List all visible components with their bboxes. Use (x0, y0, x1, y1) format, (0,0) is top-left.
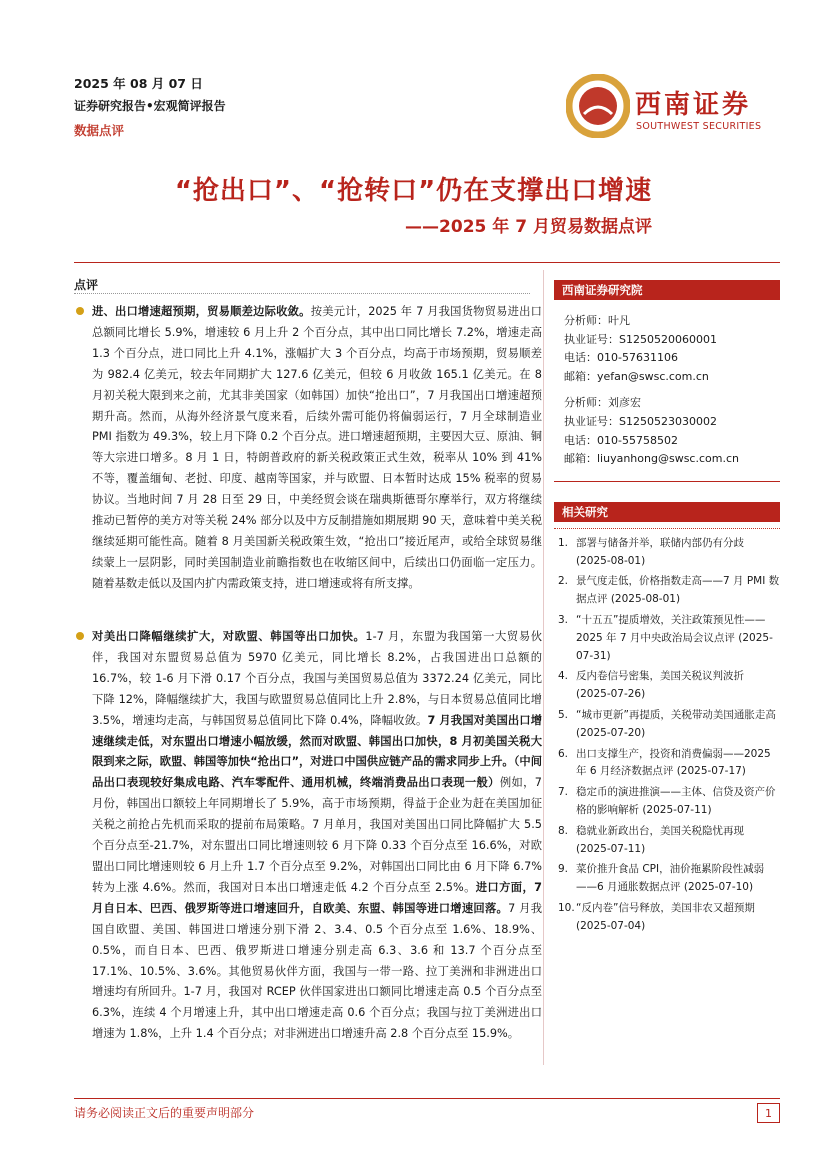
analyst-email[interactable]: 邮箱：liuyanhong@swsc.com.cn (564, 452, 739, 466)
body-paragraph-1 (74, 302, 542, 595)
paragraph-text-2: 例如，7 月份，韩国出口额较上年同期增长了 5.9%，高于市场预期，得益于企业为赶在美国加征关税之前抢占先机而采取的提前布局策略。7 月单月，我国对美国出口同比降幅扩大 5.5 个百分点至-21.7%，对东盟出口同比增速则较 6 月下降 0.33 个百分点至 16.6%，对欧盟出口同比增速则较 6 月上升 1.7 个百分点至 9.2%，对韩国出口同比由 6 月下降 6.7% 转为上涨 4.6%。然而，我国对日本出口增速走低 4.2 个百分点至 2.5%。 (92, 776, 542, 894)
column-divider (543, 270, 544, 1065)
analyst-phone: 电话：010-57631106 (564, 351, 678, 365)
section-label: 点评 (74, 278, 99, 292)
analyst-1 (554, 312, 780, 386)
header-divider (74, 262, 780, 263)
analyst-phone: 电话：010-55758502 (564, 433, 678, 447)
report-type: 证券研究报告•宏观简评报告 (74, 99, 226, 113)
logo-cn: 西南证券 (635, 90, 752, 120)
related-research-header: 相关研究 (554, 502, 780, 522)
sidebar-divider (554, 481, 780, 482)
bullet-icon (76, 632, 84, 640)
analyst-cert: 执业证号：S1250520060001 (564, 332, 717, 346)
related-item[interactable]: 2. 景气度走低，价格指数走高——7 月 PMI 数据点评 (2025-08-01) (558, 575, 780, 606)
bullet-icon (76, 307, 84, 315)
related-item[interactable]: 7. 稳定币的演进推演——主体、信贷及资产价格的影响解析 (2025-07-11) (558, 786, 776, 816)
related-item[interactable]: 4. 反内卷信号密集，美国关税议判波折 (2025-07-26) (558, 670, 744, 701)
logo-emblem-icon (566, 74, 630, 138)
page-number: 1 (757, 1103, 780, 1123)
related-item[interactable]: 3. “十五五”提质增效，关注政策预见性——2025 年 7 月中央政治局会议点评 (2025-07-31) (558, 613, 773, 662)
sidebar (554, 280, 780, 938)
related-item[interactable]: 1. 部署与储备并举，联储内部仍有分歧 (2025-08-01) (558, 536, 744, 567)
paragraph-text: 按美元计，2025 年 7 月我国货物贸易进出口总额同比增长 5.9%，增速较 6 月上升 2 个百分点，其中出口同比增长 7.2%，增速走高 1.3 个百分点，进口同比上升 4.1%，涨幅扩大 3 个百分点，均高于市场预期，贸易顺差为 982.4 亿美元，较去年同期扩大 127.6 亿美元，但较 6 月收敛 165.1 亿美元。在 8 月初关税大限到来之前，尤其非美国家（如韩国）加快“抢出口”，7 月我国出口增速超预期升高。然而，从海外经济景气度来看，后续外需可能仍将偏弱运行，7 月全球制造业 PMI 指数为 49.3%，较上月下降 0.2 个百分点。进口增速超预期，主要因大豆、原油、铜等大宗进口增多。8 月 1 日，特朗普政府的新关税政策正式生效，税率从 10% 到 41% 不等，覆盖缅甸、老挝、印度、越南等国家，并与欧盟、日本暂时达成 15% 税率的贸易协议。当地时间 7 月 28 日至 29 日，中美经贸会谈在瑞典斯德哥尔摩举行，双方将继续推动已暂停的美方对等关税 24% 部分以及中方反制措施如期展期 90 天，意味着中美关税继续延期可能性高。随着 8 月美国新关税政策生效，“抢出口”接近尾声，或给全球贸易继续蒙上一层阴影，同时美国制造业前瞻指数也在收缩区间中，后续出口仍面临一定压力。随着基数走低以及国内扩内需政策支持，进口增速或将有所支撑。 (92, 305, 542, 590)
analyst-name: 分析师：叶凡 (564, 314, 630, 327)
main-title: “抢出口”、“抢转口”仍在支撑出口增速 (174, 176, 653, 206)
paragraph-lead-2: 7 月我国对美国出口增速继续走低，对东盟出口增速小幅放缓，然而对欧盟、韩国出口加快，8 月初美国关税大限到来之际，欧盟、韩国等加快“抢出口”，对进口中国供应链产品的需求同步上升。（中间品出口表现较好集成电路、汽车零配件、通用机械，终端消费品出口表现一般） (92, 713, 543, 790)
body-paragraph-2 (74, 627, 542, 1045)
footer-disclaimer: 请务必阅读正文后的重要声明部分 (74, 1106, 255, 1120)
related-item[interactable]: 6. 出口支撑生产，投资和消费偏弱——2025 年 6 月经济数据点评 (2025-07-17) (558, 747, 771, 778)
related-divider (554, 528, 780, 529)
paragraph-text: 1-7 月，东盟为我国第一大贸易伙伴，我国对东盟贸易总值为 5970 亿美元，同比增长 8.2%，占我国进出口总额的 16.7%，较 1-6 月下滑 0.17 个百分点，我国与美国贸易总值为 3372.24 亿美元，同比下降 12%，降幅继续扩大，我国与欧盟贸易总值同比上升 2.8%，与日本贸易总值同比增 3.5%，增速均走高，与韩国贸易总值同比下降 0.4%，降幅收敛。 (92, 630, 542, 727)
sidebar-institute-header: 西南证券研究院 (554, 280, 780, 300)
related-item[interactable]: 5. “城市更新”再提质，关税带动美国通胀走高 (2025-07-20) (558, 708, 776, 739)
analyst-cert: 执业证号：S1250523030002 (564, 414, 717, 428)
related-item[interactable]: 8. 稳就业新政出台，美国关税隐忧再现 (2025-07-11) (558, 824, 744, 855)
analyst-email[interactable]: 邮箱：yefan@swsc.com.cn (564, 369, 709, 383)
related-item[interactable]: 10. “反内卷”信号释放，美国非农又超预期 (2025-07-04) (558, 901, 755, 932)
paragraph-lead: 对美出口降幅继续扩大，对欧盟、韩国等出口加快。 (92, 630, 366, 643)
analyst-2 (554, 394, 780, 468)
paragraph-lead-3: 进口方面，7 月自日本、巴西、俄罗斯等进口增速回升，自欧美、东盟、韩国等进口增速回落。 (92, 880, 542, 915)
logo-en: SOUTHWEST SECURITIES (636, 121, 762, 132)
related-item[interactable]: 9. 菜价推升食品 CPI，油价拖累阶段性减弱——6 月通胀数据点评 (2025-07-10) (558, 863, 765, 894)
section-divider (74, 293, 530, 294)
report-subtype: 数据点评 (74, 123, 125, 138)
footer-divider (74, 1098, 780, 1099)
related-research-list (554, 535, 780, 936)
paragraph-lead: 进、出口增速超预期，贸易顺差边际收敛。 (92, 305, 311, 318)
sub-title: ——2025 年 7 月贸易数据点评 (405, 217, 652, 237)
paragraph-text-3: 7 月我国自欧盟、美国、韩国进口增速分别下滑 2、3.4、0.5 个百分点至 1.6%、18.9%、0.5%，而自日本、巴西、俄罗斯进口增速分别走高 6.3、3.6 和 13.7 个百分点至 17.1%、10.5%、3.6%。其他贸易伙伴方面，我国与一带一路、拉丁美洲和非洲进出口增速均有所回升。1-7 月，我国对 RCEP 伙伴国家进出口额同比增速走高 0.5 个百分点至 6.3%，连续 4 个月增速上升，其中出口增速走高 0.6 个百分点；我国与拉丁美洲进出口增速为 1.8%，上升 1.4 个百分点；对非洲进出口增速升高 2.8 个百分点至 15.9%。 (92, 901, 542, 1041)
analyst-name: 分析师：刘彦宏 (564, 396, 641, 410)
report-date: 2025 年 08 月 07 日 (74, 76, 203, 91)
